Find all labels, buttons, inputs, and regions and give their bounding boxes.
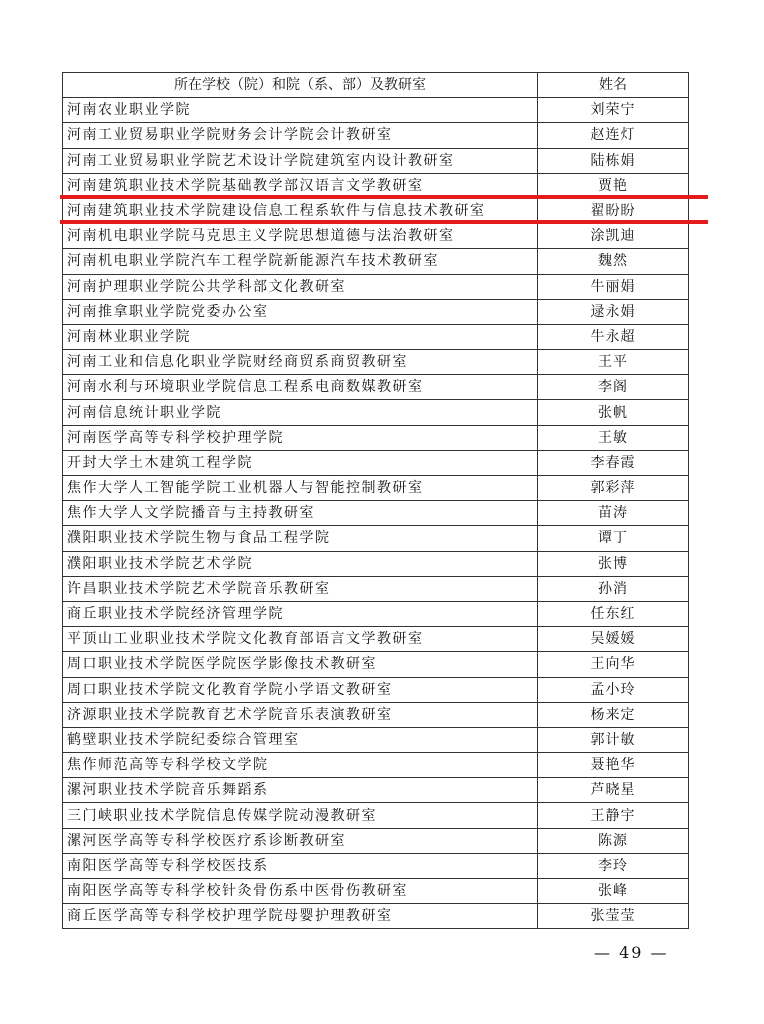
- name-cell: 陆栋娟: [538, 148, 689, 173]
- name-cell: 李阁: [538, 375, 689, 400]
- org-cell: 河南护理职业学院公共学科部文化教研室: [63, 274, 538, 299]
- table-row: [63, 98, 689, 123]
- org-cell: 河南建筑职业技术学院基础教学部汉语言文学教研室: [63, 173, 538, 198]
- table-row: [63, 828, 689, 853]
- name-cell: 赵连灯: [538, 123, 689, 148]
- name-cell: 孙消: [538, 576, 689, 601]
- name-cell: 郭彩萍: [538, 476, 689, 501]
- name-cell: 王向华: [538, 652, 689, 677]
- org-cell: 河南机电职业学院马克思主义学院思想道德与法治教研室: [63, 224, 538, 249]
- org-cell: 南阳医学高等专科学校医技系: [63, 853, 538, 878]
- table-row: [63, 677, 689, 702]
- name-cell: 谭丁: [538, 526, 689, 551]
- table-row: [63, 425, 689, 450]
- org-cell: 商丘职业技术学院经济管理学院: [63, 601, 538, 626]
- org-cell: 河南医学高等专科学校护理学院: [63, 425, 538, 450]
- name-cell: 孟小玲: [538, 677, 689, 702]
- name-cell: 翟盼盼: [538, 198, 689, 223]
- name-cell: 涂凯迪: [538, 224, 689, 249]
- red-underline-bottom: [60, 220, 708, 224]
- name-cell: 杨来定: [538, 702, 689, 727]
- org-cell: 濮阳职业技术学院生物与食品工程学院: [63, 526, 538, 551]
- org-cell: 开封大学土木建筑工程学院: [63, 450, 538, 475]
- name-cell: 王平: [538, 350, 689, 375]
- org-cell: 漯河职业技术学院音乐舞蹈系: [63, 778, 538, 803]
- name-cell: 李玲: [538, 853, 689, 878]
- red-underline-top: [60, 195, 708, 199]
- org-cell: 商丘医学高等专科学校护理学院母婴护理教研室: [63, 904, 538, 929]
- name-cell: 张莹莹: [538, 904, 689, 929]
- table-row: [63, 778, 689, 803]
- org-cell: 河南水利与环境职业学院信息工程系电商数媒教研室: [63, 375, 538, 400]
- table-row: [63, 652, 689, 677]
- table-row: [63, 601, 689, 626]
- org-column-header: 所在学校（院）和院（系、部）及教研室: [63, 73, 538, 98]
- table-row: [63, 627, 689, 652]
- org-cell: 河南林业职业学院: [63, 324, 538, 349]
- table-row: [63, 879, 689, 904]
- org-cell: 南阳医学高等专科学校针灸骨伤系中医骨伤教研室: [63, 879, 538, 904]
- table-row: [63, 400, 689, 425]
- org-cell: 三门峡职业技术学院信息传媒学院动漫教研室: [63, 803, 538, 828]
- name-cell: 张峰: [538, 879, 689, 904]
- name-cell: 吴媛媛: [538, 627, 689, 652]
- name-cell: 贾艳: [538, 173, 689, 198]
- name-cell: 任东红: [538, 601, 689, 626]
- name-cell: 牛永超: [538, 324, 689, 349]
- org-cell: 濮阳职业技术学院艺术学院: [63, 551, 538, 576]
- org-cell: 河南信息统计职业学院: [63, 400, 538, 425]
- org-cell: 周口职业技术学院医学院医学影像技术教研室: [63, 652, 538, 677]
- table-row: [63, 148, 689, 173]
- staff-table: [62, 72, 689, 929]
- table-row: [63, 324, 689, 349]
- table-row: [63, 803, 689, 828]
- table-row: [63, 450, 689, 475]
- table-row: [63, 753, 689, 778]
- name-cell: 魏然: [538, 249, 689, 274]
- table-row: [63, 224, 689, 249]
- table-row: [63, 853, 689, 878]
- name-cell: 张帆: [538, 400, 689, 425]
- org-cell: 河南推拿职业学院党委办公室: [63, 299, 538, 324]
- org-cell: 漯河医学高等专科学校医疗系诊断教研室: [63, 828, 538, 853]
- name-column-header: 姓名: [538, 73, 689, 98]
- name-cell: 张博: [538, 551, 689, 576]
- name-cell: 刘荣宁: [538, 98, 689, 123]
- org-cell: 焦作大学人工智能学院工业机器人与智能控制教研室: [63, 476, 538, 501]
- name-cell: 王敏: [538, 425, 689, 450]
- org-cell: 河南工业和信息化职业学院财经商贸系商贸教研室: [63, 350, 538, 375]
- page-number: — 49 —: [594, 943, 669, 962]
- name-cell: 苗涛: [538, 501, 689, 526]
- org-cell: 焦作师范高等专科学校文学院: [63, 753, 538, 778]
- table-row: [63, 274, 689, 299]
- table-row: [63, 551, 689, 576]
- table-row: [63, 526, 689, 551]
- org-cell: 河南工业贸易职业学院财务会计学院会计教研室: [63, 123, 538, 148]
- org-cell: 河南工业贸易职业学院艺术设计学院建筑室内设计教研室: [63, 148, 538, 173]
- table-row: [63, 123, 689, 148]
- table-header-row: [63, 73, 689, 98]
- table-row: [63, 501, 689, 526]
- org-cell: 平顶山工业职业技术学院文化教育部语言文学教研室: [63, 627, 538, 652]
- name-cell: 郭计敏: [538, 727, 689, 752]
- org-cell: 河南农业职业学院: [63, 98, 538, 123]
- table-row: [63, 476, 689, 501]
- name-cell: 芦晓星: [538, 778, 689, 803]
- name-cell: 逯永娟: [538, 299, 689, 324]
- name-cell: 聂艳华: [538, 753, 689, 778]
- name-cell: 李春霞: [538, 450, 689, 475]
- table-row: [63, 299, 689, 324]
- org-cell: 许昌职业技术学院艺术学院音乐教研室: [63, 576, 538, 601]
- org-cell: 鹤壁职业技术学院纪委综合管理室: [63, 727, 538, 752]
- org-cell: 济源职业技术学院教育艺术学院音乐表演教研室: [63, 702, 538, 727]
- org-cell: 河南建筑职业技术学院建设信息工程系软件与信息技术教研室: [63, 198, 538, 223]
- org-cell: 河南机电职业学院汽车工程学院新能源汽车技术教研室: [63, 249, 538, 274]
- name-cell: 王静宇: [538, 803, 689, 828]
- table-row: [63, 904, 689, 929]
- table-row: [63, 350, 689, 375]
- table-row: [63, 702, 689, 727]
- table-row: [63, 727, 689, 752]
- table-row: [63, 249, 689, 274]
- table-row: [63, 375, 689, 400]
- name-cell: 陈源: [538, 828, 689, 853]
- table-row: [63, 576, 689, 601]
- org-cell: 周口职业技术学院文化教育学院小学语文教研室: [63, 677, 538, 702]
- org-cell: 焦作大学人文学院播音与主持教研室: [63, 501, 538, 526]
- name-cell: 牛丽娟: [538, 274, 689, 299]
